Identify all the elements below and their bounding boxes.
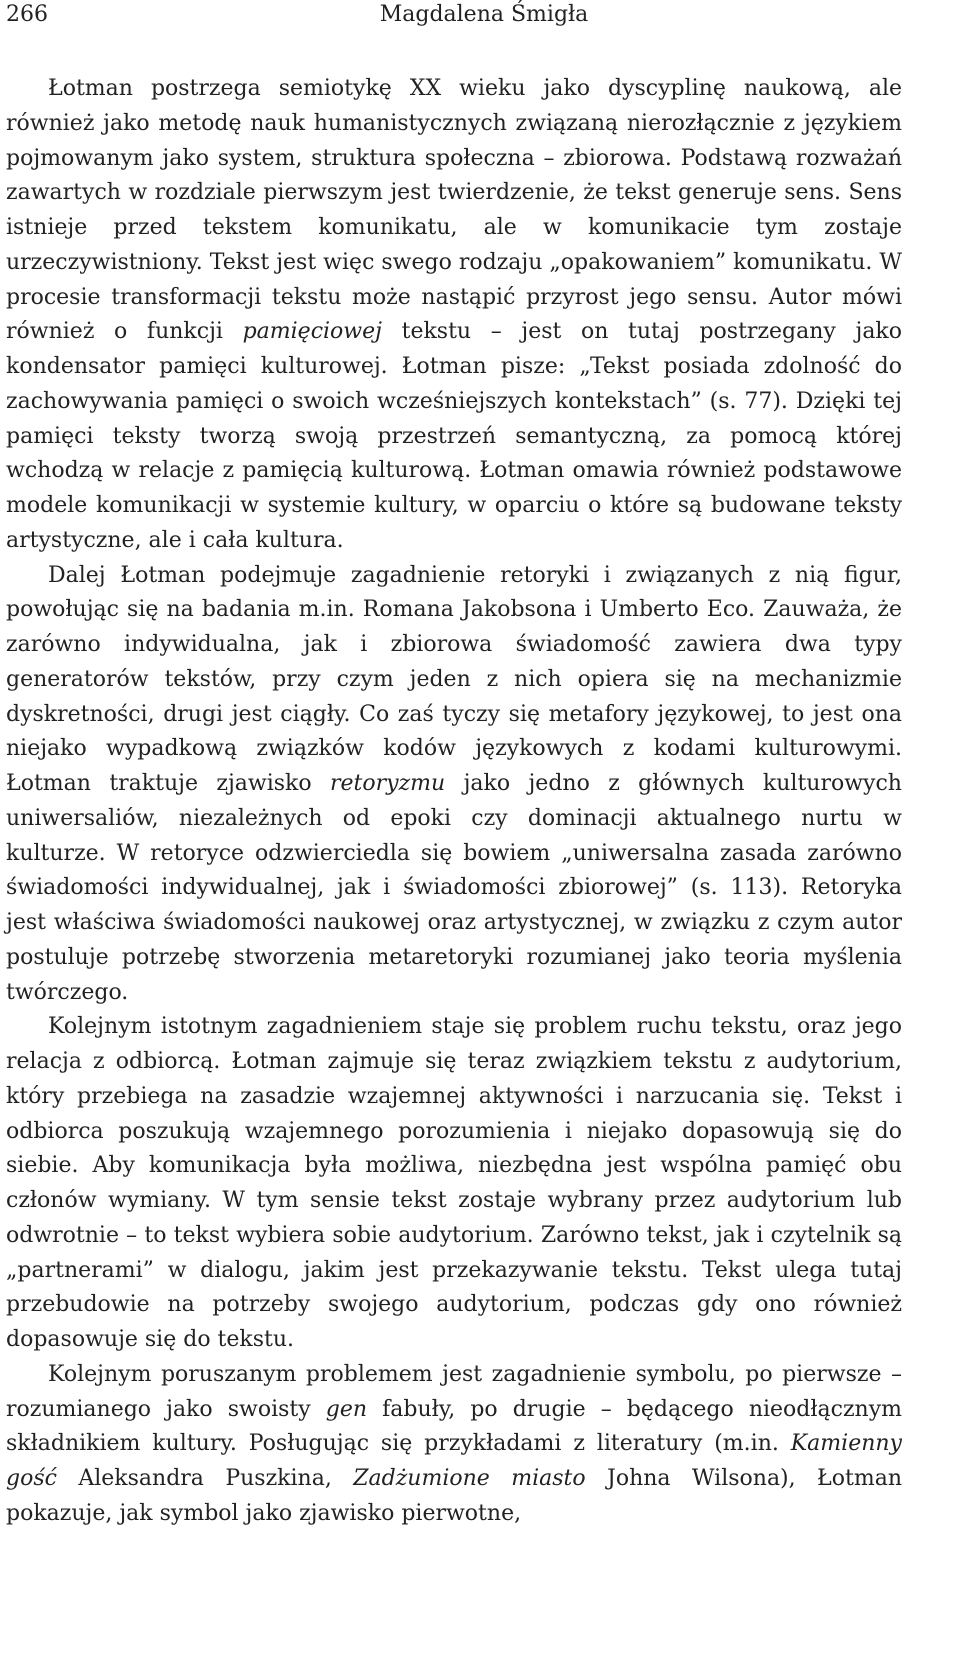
italic-book-title: Kamienny gość (6, 1431, 902, 1491)
page-header (6, 0, 902, 36)
text-segment: fabuły, po drugie – będącego nieodłącznym składnikiem kultury. Posługując się przykładami z literatury (m.in. (6, 1396, 902, 1457)
text-segment: Łotman postrzega semiotykę XX wieku jako dyscyplinę naukową, ale również jako metodę nauk humanistycznych związaną nierozłącznie z językiem pojmowanym jako system, struktura społeczna – zbiorowa. Podstawą rozważań zawartych w rozdziale pierwszym jest twierdzenie, że tekst generuje sens. Sens istnieje przed tekstem komunikatu, ale w komunikacie tym zostaje urzeczywistniony. Tekst jest więc swego rodzaju „opakowaniem” komunikatu. W procesie transformacji tekstu może nastąpić przyrost jego sensu. Autor mówi również o funkcji (6, 76, 902, 345)
running-head: Magdalena Śmigła (379, 2, 589, 27)
body-text (6, 72, 902, 1532)
document-page (6, 0, 903, 1526)
paragraph-1 (6, 72, 902, 559)
page-number: 266 (6, 2, 48, 27)
paragraph-2 (6, 559, 902, 1011)
italic-term: retoryzmu (330, 771, 446, 796)
text-segment: Johna Wilsona), Łotman pokazuje, jak symbol jako zjawisko pierwotne, (6, 1466, 902, 1526)
text-segment: tekstu – jest on tutaj postrzegany jako kondensator pamięci kulturowej. Łotman pisze: „Tekst posiada zdolność do zachowywania pamięci o swoich wcześniejszych kontekstach” (s. 77). Dzięki tej pamięci teksty tworzą swoją przestrzeń semantyczną, za pomocą której wchodzą w relacje z pamięcią kulturową. Łotman omawia również podstawowe modele komunikacji w systemie kultury, w oparciu o które są budowane teksty artystyczne, ale i cała kultura. (6, 319, 903, 553)
paragraph-3 (6, 1010, 902, 1358)
text-segment: Kolejnym istotnym zagadnieniem staje się problem ruchu tekstu, oraz jego relacja z odbiorcą. Łotman zajmuje się teraz związkiem tekstu z audytorium, który przebiega na zasadzie wzajemnej aktywności i narzucania się. Tekst i odbiorca poszukują wzajemnego porozumienia i niejako dopasowują się do siebie. Aby komunikacja była możliwa, niezbędna jest wspólna pamięć obu członów wymiany. W tym sensie tekst zostaje wybrany przez audytorium lub odwrotnie – to tekst wybiera sobie audytorium. Zarówno tekst, jak i czytelnik są „partnerami” w dialogu, jakim jest przekazywanie tekstu. Tekst ulega tutaj przebudowie na potrzeby swojego audytorium, podczas gdy ono również dopasowuje się do tekstu. (6, 1014, 902, 1352)
text-segment: Dalej Łotman podejmuje zagadnienie retoryki i związanych z nią figur, powołując się na badania m.in. Romana Jakobsona i Umberto Eco. Zauważa, że zarówno indywidualna, jak i zbiorowa świadomość zawiera dwa typy generatorów tekstów, przy czym jeden z nich opiera się na mechanizmie dyskretności, drugi jest ciągły. Co zaś tyczy się metafory językowej, to jest ona niejako wypadkową związków kodów językowych z kodami kulturowymi. Łotman traktuje zjawisko (6, 562, 902, 796)
text-segment: jako jedno z głównych kulturowych uniwersaliów, niezależnych od epoki czy dominacji aktualnego nurtu w kulturze. W retoryce odzwierciedla się bowiem „uniwersalna zasada zarówno świadomości indywidualnej, jak i świadomości zbiorowej” (s. 113). Retoryka jest właściwa świadomości naukowej oraz artystycznej, w związku z czym autor postuluje potrzebę stworzenia metaretoryki rozumianej jako teoria myślenia twórczego. (6, 771, 902, 1005)
italic-term: gen (325, 1396, 368, 1422)
text-segment: Kolejnym poruszanym problemem jest zagadnienie symbolu, po pierwsze – rozumianego jako swoisty (6, 1361, 902, 1422)
text-segment: Aleksandra Puszkina, (56, 1466, 354, 1491)
italic-book-title: Zadżumione miasto (353, 1466, 586, 1491)
paragraph-4 (6, 1358, 902, 1532)
italic-term: pamięciowej (242, 319, 382, 345)
